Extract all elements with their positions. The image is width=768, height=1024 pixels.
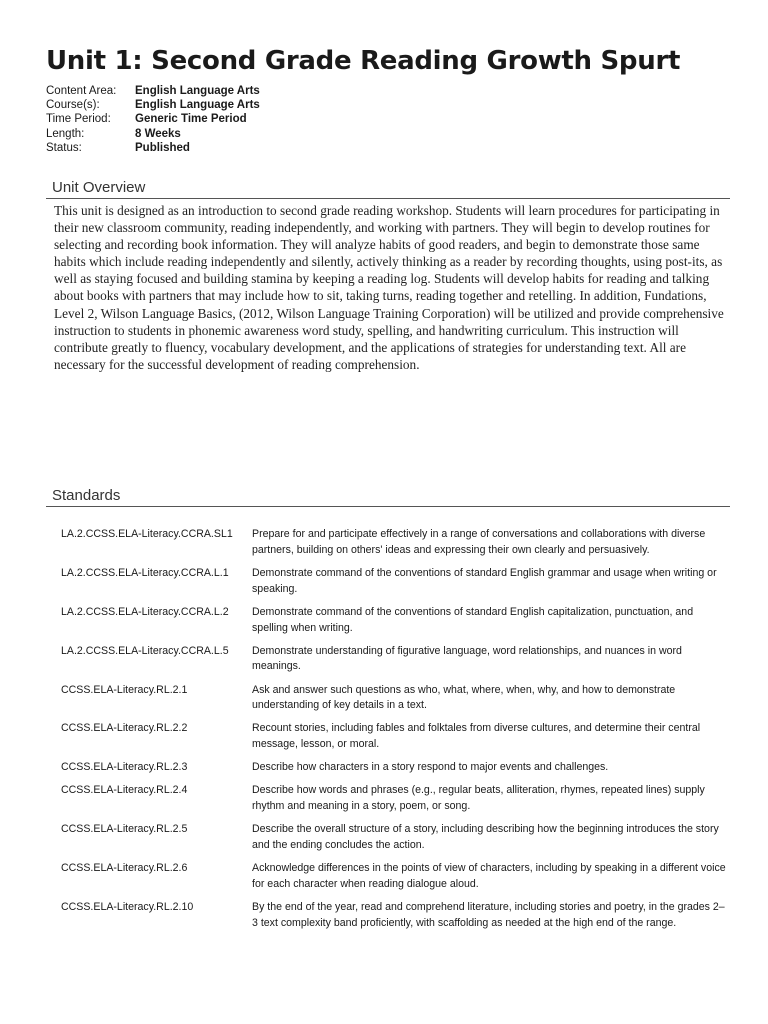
standard-code: CCSS.ELA-Literacy.RL.2.4 [61,784,188,797]
standard-code: LA.2.CCSS.ELA-Literacy.CCRA.L.1 [61,566,229,579]
standard-description: Recount stories, including fables and folktales from diverse cultures, and determine their central message, lesson, or moral. [252,722,701,751]
unit-overview-heading: Unit Overview [46,179,730,199]
standard-row [61,644,726,676]
standard-code: CCSS.ELA-Literacy.RL.2.6 [61,862,188,875]
meta-value: 8 Weeks [135,127,181,140]
standard-row [61,783,726,815]
standard-row [61,861,726,893]
meta-value: English Language Arts [135,85,260,97]
meta-row-time-period [46,112,260,126]
meta-row-content-area [46,84,260,98]
standard-code: LA.2.CCSS.ELA-Literacy.CCRA.L.5 [61,644,229,657]
standard-description: Demonstrate command of the conventions of standard English grammar and usage when writing or speaking. [252,566,717,595]
meta-value: Published [135,141,190,154]
standard-row [61,721,726,753]
meta-row-status [46,141,260,155]
standard-code: CCSS.ELA-Literacy.RL.2.10 [61,901,194,914]
standard-description: Describe how characters in a story respond to major events and challenges. [252,761,609,774]
standard-code: CCSS.ELA-Literacy.RL.2.1 [61,683,188,696]
standard-row [61,527,726,559]
meta-label: Status: [46,141,82,154]
meta-label: Time Period: [46,113,111,126]
meta-label: Course(s): [46,99,100,112]
standard-row [61,605,726,637]
unit-overview-text: This unit is designed as an introduction to second grade reading workshop. Students will learn procedures for participating in their new classroom community, reading independently, and working with partners. They will begin to develop routines for selecting and recording book information. They will analyze habits of good readers, and begin to demonstrate those same habits which include reading independently and silently, actively thinking as a reader by recording thoughts, using post-its, as well as staying focused and building stamina by keeping a reading log. Students will develop habits for reading and talking about books with partners that may include how to sit, taking turns, reading together and retelling. In addition, Fundations, Level 2, Wilson Language Basics, (2012, Wilson Language Training Corporation) will be utilized and provide comprehensive instruction to students in phonemic awareness word study, spelling, and handwriting curriculum. This instruction will contribute greatly to fluency, vocabulary development, and the applications of strategies for understanding text. All are necessary for the successful development of reading comprehension. [54,203,724,372]
standard-description: Demonstrate command of the conventions of standard English capitalization, punctuation, and spelling when writing. [252,605,694,634]
standard-row [61,900,726,932]
standard-code: CCSS.ELA-Literacy.RL.2.3 [61,761,188,774]
meta-value: Generic Time Period [135,113,247,126]
meta-label: Content Area: [46,85,117,97]
standard-description: Describe how words and phrases (e.g., regular beats, alliteration, rhymes, repeated lines) supply rhythm and meaning in a story, poem, or song. [252,784,705,813]
standards-list [61,527,726,939]
meta-row-courses [46,98,260,112]
page-title: Unit 1: Second Grade Reading Growth Spurt [46,46,681,76]
standard-code: LA.2.CCSS.ELA-Literacy.CCRA.SL1 [61,528,233,540]
standard-description: Prepare for and participate effectively in a range of conversations and collaborations with diverse partners, building on others' ideas and expressing their own clearly and persuasively. [252,528,706,556]
standard-code: LA.2.CCSS.ELA-Literacy.CCRA.L.2 [61,605,229,618]
standard-description: By the end of the year, read and comprehend literature, including stories and poetry, in the grades 2–3 text complexity band proficiently, with scaffolding as needed at the high end of the range. [252,901,725,929]
standard-description: Describe the overall structure of a story, including describing how the beginning introduces the story and the ending concludes the action. [252,823,719,852]
standard-description: Ask and answer such questions as who, what, where, when, why, and how to demonstrate understanding of key details in a text. [252,683,676,712]
standards-heading: Standards [46,487,730,507]
unit-metadata [46,84,260,155]
meta-row-length [46,127,260,141]
meta-label: Length: [46,127,85,140]
standard-code: CCSS.ELA-Literacy.RL.2.2 [61,722,188,735]
standard-row [61,683,726,715]
standard-description: Acknowledge differences in the points of view of characters, including by speaking in a different voice for each character when reading dialogue aloud. [252,862,726,891]
standard-description: Demonstrate understanding of figurative language, word relationships, and nuances in word meanings. [252,644,682,673]
meta-value: English Language Arts [135,99,260,112]
standard-row [61,822,726,854]
standard-code: CCSS.ELA-Literacy.RL.2.5 [61,823,188,836]
standard-row [61,760,726,776]
standard-row [61,566,726,598]
